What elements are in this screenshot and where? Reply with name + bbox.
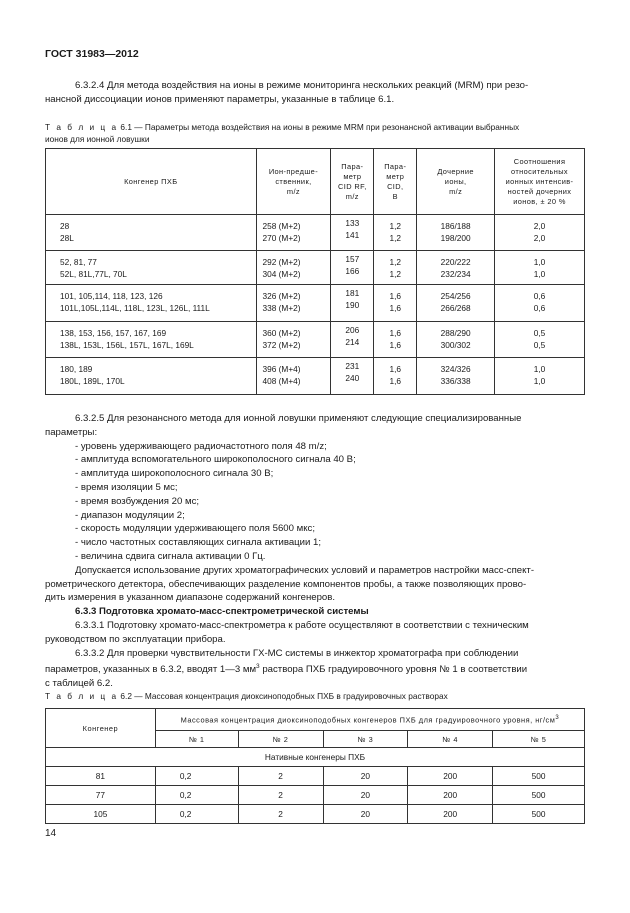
header-level: № 2 — [238, 731, 323, 748]
paragraph-6-3-2-5 — [45, 412, 585, 691]
table-header-row — [46, 149, 585, 215]
paragraph-line: с таблицей 6.2. — [45, 678, 113, 690]
paragraph-line: 6.3.3.2 Для проверки чувствительности ГХ-МС системы в инжектор хроматографа при соблюдении — [75, 647, 519, 659]
table-row: 28 28L 258 (M+2) 270 (M+2) 133 141 1,2 1,2 186/188 198/200 2,0 2,0 — [46, 215, 585, 251]
header-concentration: Массовая концентрация диоксиноподобных конгенеров ПХБ для градуировочного уровня, $нг/см^3$ — [155, 709, 584, 731]
parameter-list — [45, 440, 585, 564]
paragraph-line: 6.3.3.1 Подготовку хромато-масс-спектрометра к работе осуществляют в соответствии с техническим — [75, 619, 529, 631]
list-item: - величина сдвига сигнала активации 0 Гц. — [75, 550, 266, 562]
header-level: № 1 — [155, 731, 238, 748]
paragraph-line: параметров, указанных в 6.3.2, вводят 1—3 $мм^3$ раствора ПХБ градуировочного уровня № 1 в соответствии — [45, 663, 528, 676]
caption-text: 6.2 — Массовая концентрация диоксиноподобных ПХБ в градуировочных растворах — [118, 691, 448, 701]
list-item: - амплитуда вспомогательного широкополосного сигнала 40 В; — [75, 454, 356, 466]
list-item: - время изоляции 5 мс; — [75, 481, 178, 493]
header-cid-rf: Пара- метр CID RF, m/z — [331, 149, 374, 215]
caption-label: Т а б л и ц а — [45, 691, 119, 701]
paragraph-line: рометрического детектора, обеспечивающих разделение компонентов пробы, а также позволяющих прово- — [45, 578, 527, 590]
table-row: 81 0,2 2 20 200 500 — [46, 767, 585, 786]
table-row: 77 0,2 2 20 200 500 — [46, 786, 585, 805]
table-row: 105 0,2 2 20 200 500 — [46, 805, 585, 824]
header-level: № 4 — [408, 731, 493, 748]
document-header: ГОСТ 31983—2012 — [45, 48, 139, 60]
header-congener: Конгенер — [46, 709, 156, 748]
table-6-1-caption — [45, 121, 590, 145]
table-6-2-caption — [45, 690, 590, 702]
page-number: 14 — [45, 828, 57, 839]
header-cid: Пара- метр CID, В — [374, 149, 417, 215]
table-6-1 — [45, 148, 585, 395]
header-level: № 5 — [493, 731, 585, 748]
list-item: - число частотных составляющих сигнала активации 1; — [75, 537, 322, 549]
paragraph-line: 6.3.2.4 Для метода воздействия на ионы в режиме мониторинга нескольких реакций (MRM) при резо- — [75, 80, 529, 91]
table-row: 138, 153, 156, 157, 167, 169 138L, 153L, 156L, 157L, 167L, 169L 360 (M+2) 372 (M+2) 206 214 1,6 1,6 288/290 300/302 0,5 0,5 — [46, 322, 585, 358]
list-item: - время возбуждения 20 мс; — [75, 495, 200, 507]
section-heading-6-3-3: 6.3.3 Подготовка хромато-масс-спектрометрической системы — [75, 606, 369, 618]
paragraph-6-3-2-4 — [45, 79, 585, 107]
list-item: - скорость модуляции удерживающего поля 5600 мкс; — [75, 523, 316, 535]
table-section-row — [46, 748, 585, 767]
table-row: 180, 189 180L, 189L, 170L 396 (M+4) 408 (M+4) 231 240 1,6 1,6 324/326 336/338 1,0 1,0 — [46, 358, 585, 395]
list-item: - уровень удерживающего радиочастотного поля 48 m/z; — [75, 440, 327, 452]
paragraph-line: Допускается использование других хроматографических условий и параметров настройки масс-спект- — [75, 564, 535, 576]
header-level: № 3 — [323, 731, 408, 748]
paragraph-line: руководством по эксплуатации прибора. — [45, 633, 226, 645]
caption-text: ионов для ионной ловушки — [45, 134, 150, 144]
header-daughter: Дочерние ионы, m/z — [417, 149, 495, 215]
table-6-2 — [45, 708, 585, 824]
caption-text: 6.1 — Параметры метода воздействия на ионы в режиме MRM при резонансной активации выбранных — [118, 122, 520, 132]
paragraph-line: 6.3.2.5 Для резонансного метода для ионной ловушки применяют следующие специализированные — [75, 413, 522, 424]
table-row: 101, 105,114, 118, 123, 126 101L,105L,114L, 118L, 123L, 126L, 111L 326 (M+2) 338 (M+2) 181 190 1,6 1,6 254/256 266/268 0,6 0,6 — [46, 285, 585, 322]
paragraph-line: нансной диссоциации ионов применяют параметры, указанные в таблице 6.1. — [45, 93, 395, 105]
section-native-congeners: Нативные конгенеры ПХБ — [46, 748, 585, 767]
header-precursor: Ион-предше- ственник, m/z — [256, 149, 331, 215]
table-row: 52, 81, 77 52L, 81L,77L, 70L 292 (M+2) 304 (M+2) 157 166 1,2 1,2 220/222 232/234 1,0 1,0 — [46, 251, 585, 285]
paragraph-line: параметры: — [45, 426, 98, 438]
paragraph-line: дить измерения в указанном диапазоне содержаний конгенеров. — [45, 592, 336, 604]
table-header-row — [46, 709, 585, 731]
header-ratio: Соотношения относительных ионных интенсив- ностей дочерних ионов, ± 20 % — [495, 149, 585, 215]
caption-label: Т а б л и ц а — [45, 122, 119, 132]
list-item: - амплитуда широкополосного сигнала 30 В; — [75, 468, 274, 480]
list-item: - диапазон модуляции 2; — [75, 509, 185, 521]
header-congener: Конгенер ПХБ — [46, 149, 257, 215]
